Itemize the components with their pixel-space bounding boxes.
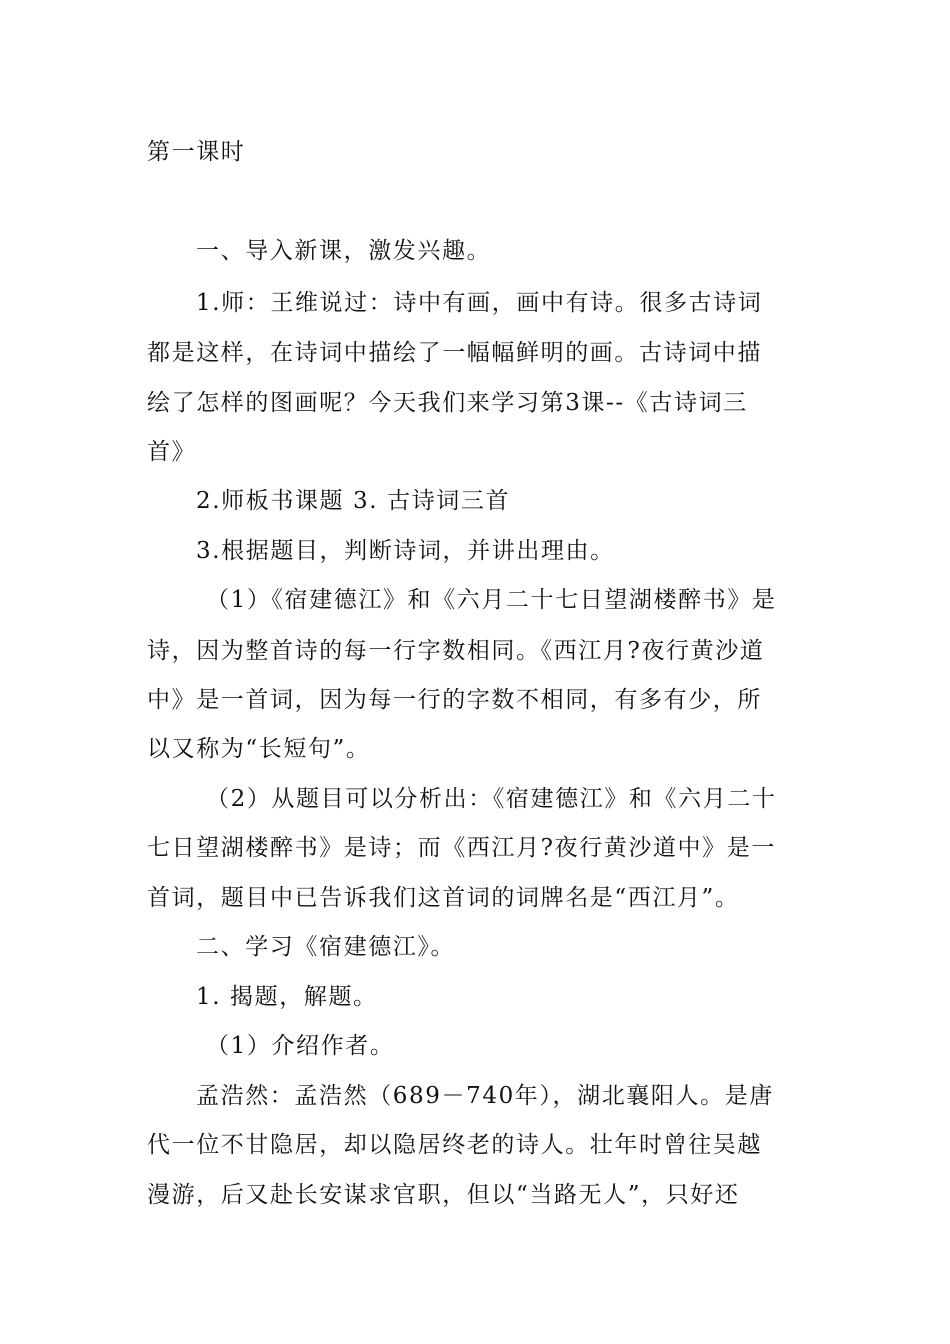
- text-line: 中》是一首词，因为每一行的字数不相同，有多有少，所: [147, 687, 762, 713]
- text-line: 孟浩然：孟浩然（689－740年），湖北襄阳人。是唐: [196, 1083, 774, 1109]
- text-line: 绘了怎样的图画呢？今天我们来学习第3课--《古诗词三: [147, 390, 748, 416]
- text-line: 3.根据题目，判断诗词，并讲出理由。: [196, 538, 615, 564]
- section-heading-poem: 二、学习《宿建德江》。: [196, 934, 456, 960]
- text-line: 以又称为“长短句”。: [147, 736, 371, 762]
- text-line: （1）《宿建德江》和《六月二十七日望湖楼醉书》是: [206, 587, 777, 613]
- text-line: 七日望湖楼醉书》是诗；而《西江月?夜行黄沙道中》是一: [147, 835, 776, 861]
- lesson-heading: 第一课时: [147, 139, 246, 165]
- text-line: 1. 揭题，解题。: [196, 984, 378, 1010]
- text-line: 1.师：王维说过：诗中有画，画中有诗。很多古诗词: [196, 290, 763, 316]
- text-line: 漫游，后又赴长安谋求官职，但以“当路无人”，只好还: [147, 1182, 740, 1208]
- text-line: 代一位不甘隐居，却以隐居终老的诗人。壮年时曾往吴越: [147, 1132, 762, 1158]
- section-heading-intro: 一、导入新课，激发兴趣。: [196, 238, 492, 264]
- text-line: （2）从题目可以分析出：《宿建德江》和《六月二十: [206, 786, 777, 812]
- text-line: 2.师板书课题 3. 古诗词三首: [196, 488, 511, 514]
- text-line: 首词，题目中已告诉我们这首词的词牌名是“西江月”。: [147, 885, 740, 911]
- text-line: 诗，因为整首诗的每一行字数相同。《西江月?夜行黄沙道: [147, 638, 765, 664]
- text-line: 首》: [147, 439, 197, 465]
- text-line: 都是这样，在诗词中描绘了一幅幅鲜明的画。古诗词中描: [147, 340, 762, 366]
- text-line: （1）介绍作者。: [206, 1033, 395, 1059]
